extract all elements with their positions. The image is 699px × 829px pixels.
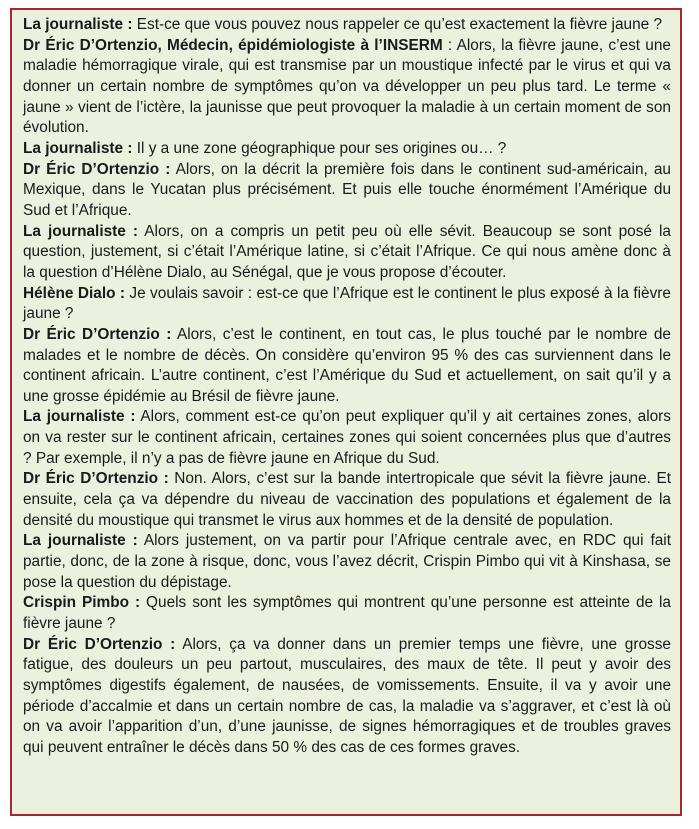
dialogue-line — [23, 469, 671, 531]
speaker-name: Dr Éric D’Ortenzio, Médecin, épidémiologiste à l’INSERM — [23, 36, 443, 54]
dialogue-text: Alors, comment est-ce qu’on peut expliquer qu’il y ait certaines zones, alors on va rester sur le continent africain, certaines zones qui soient concernées plus que d’autres ? Par exemple, il n’y a pas de fièvre jaune en Afrique du Sud. — [23, 408, 671, 467]
interview-transcript — [23, 15, 671, 759]
speaker-name: La journaliste : — [23, 222, 139, 240]
speaker-name: La journaliste : — [23, 408, 136, 426]
speaker-name: Dr Éric D’Ortenzio : — [23, 160, 171, 178]
dialogue-line — [23, 36, 671, 139]
dialogue-text: Alors, ça va donner dans un premier temps une fièvre, une grosse fatigue, des douleurs un peu partout, musculaires, des maux de tête. Il peut y avoir des symptômes digestifs également, de nausées, de vomissements. Ensuite, il va y avoir une période d’accalmie et dans un certain nombre de cas, la maladie va s’aggraver, et c’est là où on va avoir l’apparition d’un, d’une jaunisse, de signes hémorragiques et de troubles graves qui peuvent entraîner le décès dans 50 % des cas de ces formes graves. — [23, 635, 671, 756]
speaker-name: Hélène Dialo : — [23, 284, 126, 302]
dialogue-text: Alors, on la décrit la première fois dans le continent sud-américain, au Mexique, dans le Yucatan plus précisément. Et puis elle touche énormément l’Amérique du Sud et l’Afrique. — [23, 160, 671, 219]
dialogue-text: Alors justement, on va partir pour l’Afrique centrale avec, en RDC qui fait partie, donc, de la zone à risque, donc, vous l’avez décrit, Crispin Pimbo qui vit à Kinshasa, se pose la question du dépistage. — [23, 532, 671, 591]
dialogue-text: Quels sont les symptômes qui montrent qu’une personne est atteinte de la fièvre jaune ? — [23, 594, 671, 633]
dialogue-text: Alors, on a compris un petit peu où elle sévit. Beaucoup se sont posé la question, justement, si c’était l’Amérique latine, si c’était l’Afrique. Ce qui nous amène donc à la question d’Hélène Dialo, au Sénégal, que je vous propose d’écouter. — [23, 222, 671, 281]
dialogue-line — [23, 407, 671, 469]
dialogue-line — [23, 325, 671, 408]
dialogue-text: Non. Alors, c’est sur la bande intertropicale que sévit la fièvre jaune. Et ensuite, cela ça va dépendre du niveau de vaccination des populations et également de la densité du moustique qui transmet le virus aux hommes et de la densité de population. — [23, 470, 671, 529]
speaker-name: La journaliste : — [23, 139, 133, 157]
dialogue-text: Est-ce que vous pouvez nous rappeler ce qu’est exactement la fièvre jaune ? — [132, 16, 663, 33]
speaker-name: La journaliste : — [23, 16, 133, 33]
speaker-name: Crispin Pimbo : — [23, 594, 141, 612]
dialogue-text: Alors, c’est le continent, en tout cas, le plus touché par le nombre de malades et le nombre de décès. On considère qu’environ 95 % des cas surviennent dans le continent africain. L’autre continent, c’est l’Amérique du Sud et actuellement, on sait qu’il y a une grosse épidémie au Brésil de fièvre jaune. — [23, 325, 671, 405]
dialogue-text: : Alors, la fièvre jaune, c’est une maladie hémorragique virale, qui est transmise par un moustique infecté par le virus et qui va donner un certain nombre de symptômes qu’on va développer un peu plus tard. Le terme « jaune » vient de l’ictère, la jaunisse que peut provoquer la maladie à un certain moment de son évolution. — [23, 36, 671, 137]
dialogue-line — [23, 635, 671, 759]
dialogue-line — [23, 139, 671, 160]
speaker-name: Dr Éric D’Ortenzio : — [23, 325, 172, 343]
dialogue-text: Il y a une zone géographique pour ses origines ou… ? — [132, 139, 507, 157]
dialogue-line — [23, 222, 671, 284]
dialogue-line — [23, 284, 671, 325]
dialogue-line — [23, 15, 671, 36]
dialogue-text: Je voulais savoir : est-ce que l’Afrique est le continent le plus exposé à la fièvre jaune ? — [23, 284, 671, 323]
dialogue-line — [23, 531, 671, 593]
speaker-name: Dr Éric D’Ortenzio : — [23, 470, 169, 488]
dialogue-line — [23, 160, 671, 222]
speaker-name: La journaliste : — [23, 532, 138, 550]
dialogue-line — [23, 593, 671, 634]
speaker-name: Dr Éric D’Ortenzio : — [23, 635, 176, 653]
